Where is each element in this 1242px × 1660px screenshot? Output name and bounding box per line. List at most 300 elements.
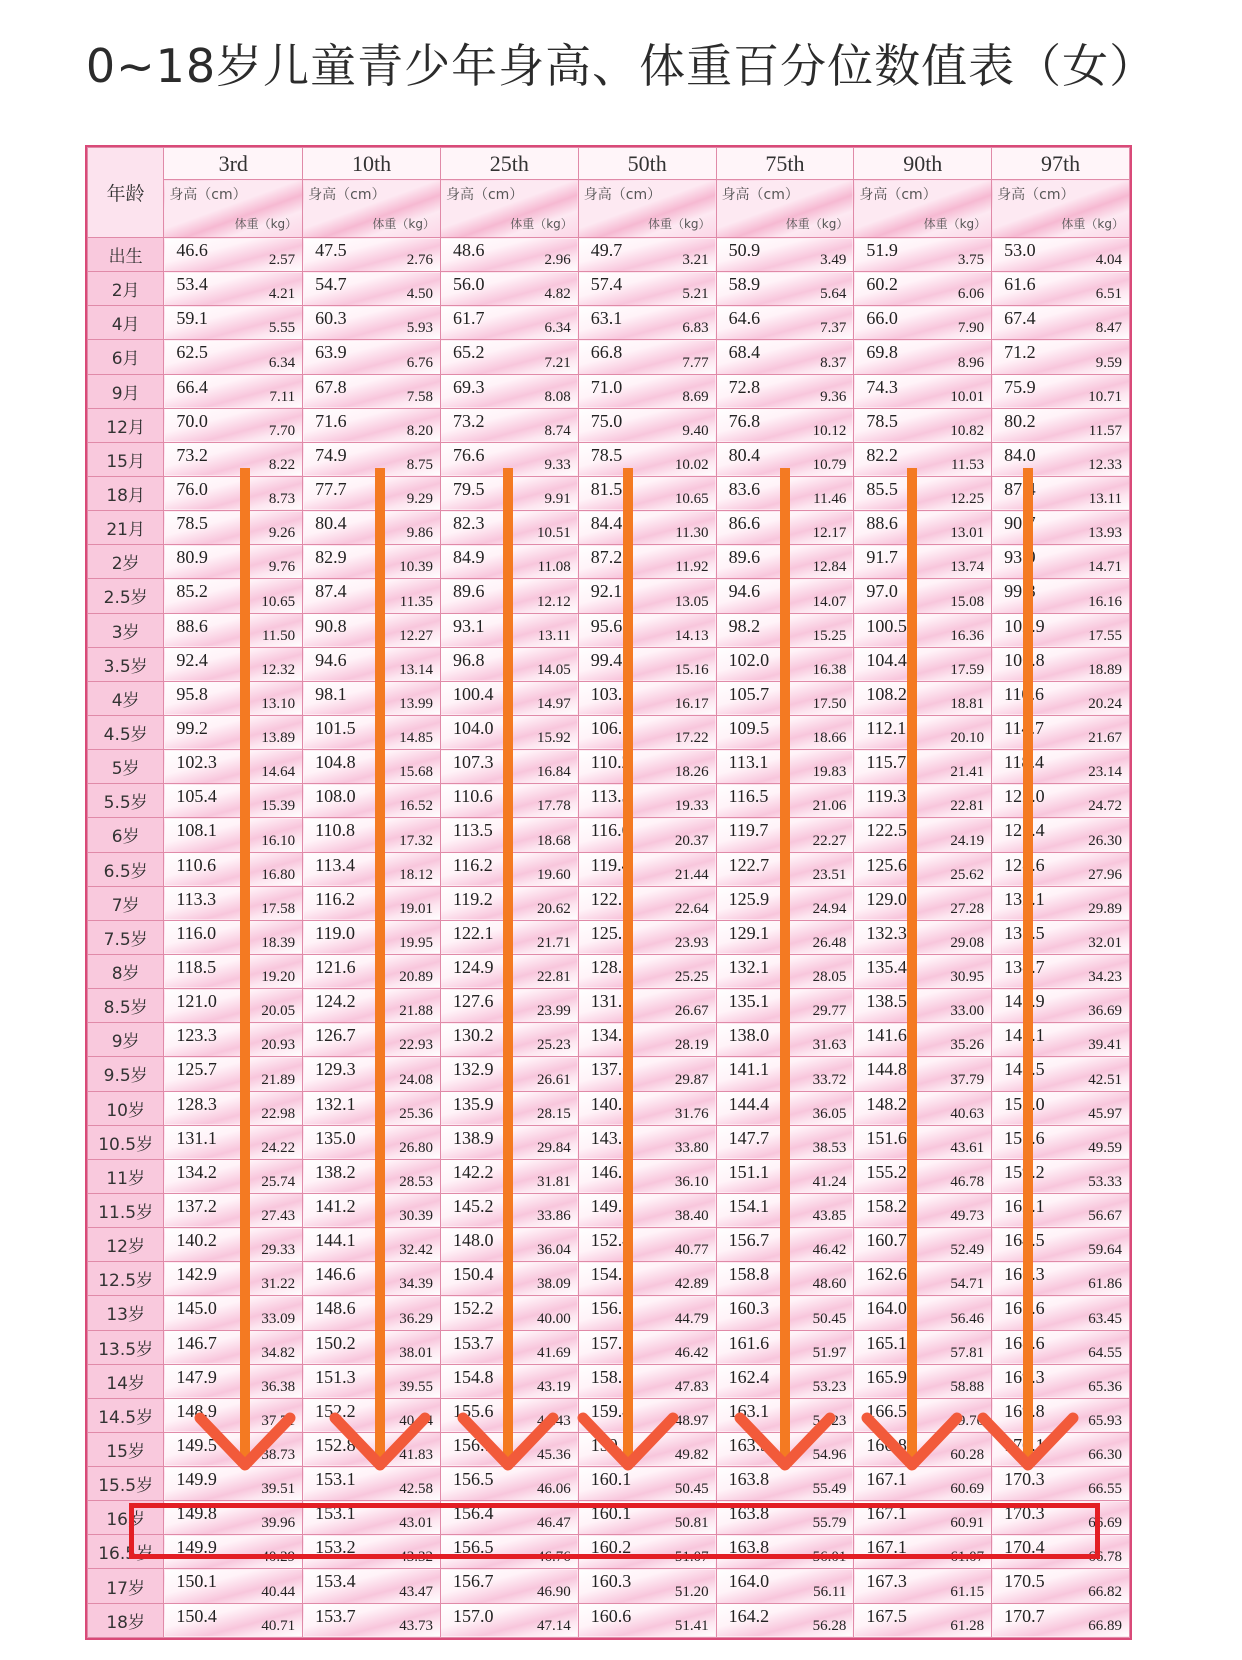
height-value: 66.0 (866, 308, 898, 329)
height-value: 141.2 (315, 1195, 356, 1216)
height-value: 74.9 (315, 444, 347, 465)
value-cell (992, 920, 1130, 954)
age-cell: 16岁 (88, 1501, 164, 1535)
value-cell (992, 1364, 1130, 1398)
value-cell (716, 681, 854, 715)
height-value: 128.5 (590, 956, 632, 977)
weight-value: 18.39 (261, 934, 296, 951)
weight-value: 8.22 (268, 456, 296, 473)
weight-value: 54.71 (950, 1276, 985, 1293)
height-value: 113.3 (176, 888, 217, 909)
weight-value: 66.30 (1088, 1447, 1122, 1464)
value-cell (854, 1467, 992, 1501)
height-value: 147.7 (728, 1127, 770, 1148)
height-unit-label: 身高（cm） (997, 187, 1075, 203)
weight-value: 23.93 (674, 934, 709, 951)
value-cell (578, 647, 716, 681)
weight-value: 32.42 (399, 1242, 433, 1259)
value-cell (578, 1262, 716, 1296)
weight-value: 38.09 (537, 1276, 571, 1293)
height-value: 124.9 (452, 956, 494, 977)
weight-value: 12.12 (537, 593, 571, 610)
height-value: 135.0 (315, 1127, 356, 1148)
weight-value: 60.69 (950, 1481, 985, 1498)
height-value: 166.8 (866, 1434, 907, 1455)
weight-value: 21.67 (1088, 730, 1122, 747)
value-cell (164, 681, 303, 715)
value-cell (164, 920, 303, 954)
age-cell: 12月 (88, 408, 164, 442)
value-cell (854, 1432, 992, 1466)
age-cell: 2.5岁 (88, 579, 164, 613)
value-cell (578, 408, 716, 442)
table-row (88, 374, 1130, 408)
value-cell (854, 1091, 992, 1125)
weight-value: 46.42 (674, 1344, 709, 1361)
age-cell: 2月 (88, 272, 164, 306)
height-value: 105.4 (176, 786, 217, 807)
value-cell (716, 1091, 854, 1125)
value-cell (440, 408, 578, 442)
value-cell (303, 442, 441, 476)
weight-value: 47.83 (674, 1378, 709, 1395)
table-row (88, 1535, 1130, 1569)
weight-unit-label: 体重（kg） (785, 217, 849, 231)
height-value: 46.6 (176, 240, 208, 260)
height-value: 129.1 (728, 922, 770, 943)
value-cell (716, 852, 854, 886)
height-value: 67.8 (315, 376, 347, 397)
height-value: 167.1 (866, 1469, 907, 1490)
height-value: 162.4 (728, 1366, 770, 1387)
weight-value: 61.15 (950, 1583, 985, 1600)
height-value: 54.7 (315, 274, 347, 295)
weight-value: 21.71 (537, 934, 571, 951)
height-value: 65.2 (452, 342, 485, 363)
weight-value: 26.61 (537, 1071, 571, 1088)
height-value: 88.6 (866, 513, 898, 534)
weight-value: 21.44 (674, 866, 709, 883)
value-cell (854, 818, 992, 852)
height-value: 107.3 (452, 752, 494, 773)
weight-value: 61.07 (950, 1549, 985, 1566)
height-value: 73.2 (452, 410, 485, 431)
height-value: 151.6 (866, 1127, 907, 1148)
weight-value: 61.86 (1088, 1276, 1122, 1293)
weight-value: 36.04 (537, 1242, 571, 1259)
value-cell (164, 1057, 303, 1091)
age-cell: 15.5岁 (88, 1467, 164, 1501)
height-value: 152.4 (590, 1230, 632, 1251)
weight-value: 6.06 (957, 286, 985, 303)
weight-value: 7.58 (406, 388, 433, 405)
weight-value: 56.67 (1088, 1208, 1122, 1225)
weight-value: 15.16 (674, 661, 709, 678)
weight-value: 24.19 (950, 832, 985, 849)
weight-value: 8.08 (544, 388, 571, 405)
weight-value: 34.39 (399, 1276, 433, 1293)
age-cell: 14岁 (88, 1364, 164, 1398)
value-cell (164, 1091, 303, 1125)
value-cell (303, 647, 441, 681)
weight-value: 22.93 (399, 1037, 433, 1054)
height-value: 170.5 (1004, 1571, 1045, 1592)
weight-value: 9.86 (406, 525, 433, 542)
weight-value: 66.69 (1088, 1515, 1122, 1532)
value-cell (992, 1467, 1130, 1501)
weight-value: 5.21 (682, 286, 709, 303)
value-cell (992, 886, 1130, 920)
height-value: 105.7 (728, 683, 770, 704)
value-cell (440, 1091, 578, 1125)
height-value: 125.7 (176, 1059, 217, 1080)
value-cell (440, 1262, 578, 1296)
value-cell (303, 1432, 441, 1466)
weight-value: 27.43 (261, 1208, 296, 1225)
value-cell (303, 1262, 441, 1296)
weight-value: 59.70 (950, 1412, 985, 1429)
value-cell (992, 1125, 1130, 1159)
weight-value: 14.71 (1088, 559, 1122, 576)
age-cell: 4岁 (88, 681, 164, 715)
height-value: 59.1 (176, 308, 208, 329)
weight-value: 60.28 (950, 1447, 985, 1464)
height-value: 93.9 (1004, 547, 1036, 568)
table-row (88, 545, 1130, 579)
weight-value: 16.16 (1088, 593, 1122, 610)
value-cell (164, 374, 303, 408)
height-value: 160.3 (728, 1298, 770, 1319)
value-cell (578, 920, 716, 954)
height-value: 142.2 (452, 1161, 494, 1182)
weight-value: 8.75 (406, 456, 433, 473)
height-value: 71.2 (1004, 342, 1036, 363)
value-cell (164, 784, 303, 818)
height-value: 170.4 (1004, 1537, 1045, 1558)
weight-value: 18.26 (674, 764, 709, 781)
height-value: 151.3 (315, 1366, 356, 1387)
value-cell (440, 306, 578, 340)
height-value: 152.0 (1004, 1093, 1045, 1114)
height-value: 167.1 (866, 1537, 907, 1558)
value-cell (716, 989, 854, 1023)
height-value: 97.0 (866, 581, 898, 602)
value-cell (854, 408, 992, 442)
value-cell (578, 1023, 716, 1057)
height-value: 155.6 (452, 1400, 494, 1421)
height-value: 47.5 (315, 240, 347, 260)
weight-value: 12.32 (261, 661, 296, 678)
unit-header-cell (716, 180, 854, 238)
value-cell (578, 1193, 716, 1227)
weight-value: 18.12 (399, 866, 433, 883)
weight-value: 17.55 (1088, 627, 1122, 644)
weight-value: 7.11 (269, 388, 296, 405)
value-cell (716, 272, 854, 306)
value-cell (854, 920, 992, 954)
value-cell (440, 511, 578, 545)
value-cell (578, 715, 716, 749)
height-value: 122.5 (590, 888, 632, 909)
value-cell (164, 1535, 303, 1569)
percentile-header-90th: 90th (854, 148, 992, 180)
height-value: 121.6 (315, 956, 356, 977)
weight-value: 9.36 (820, 388, 847, 405)
value-cell (164, 750, 303, 784)
height-value: 144.4 (728, 1093, 770, 1114)
value-cell (992, 374, 1130, 408)
weight-value: 66.55 (1088, 1481, 1122, 1498)
height-value: 132.1 (1004, 888, 1045, 909)
table-row (88, 1125, 1130, 1159)
weight-value: 7.70 (268, 422, 296, 439)
value-cell (716, 1501, 854, 1535)
table-row (88, 579, 1130, 613)
table-row (88, 1057, 1130, 1091)
weight-value: 58.88 (950, 1378, 985, 1395)
value-cell (164, 1364, 303, 1398)
value-cell (440, 1023, 578, 1057)
height-value: 60.2 (866, 274, 898, 295)
value-cell (992, 272, 1130, 306)
table-row (88, 306, 1130, 340)
table-row (88, 1398, 1130, 1432)
weight-value: 46.78 (950, 1173, 985, 1190)
value-cell (303, 272, 441, 306)
table-row (88, 989, 1130, 1023)
value-cell (716, 374, 854, 408)
weight-value: 10.79 (812, 456, 847, 473)
value-cell (164, 1023, 303, 1057)
weight-value: 5.55 (268, 320, 296, 337)
weight-value: 59.64 (1088, 1242, 1122, 1259)
height-value: 87.4 (315, 581, 347, 602)
weight-value: 14.13 (674, 627, 709, 644)
weight-value: 36.69 (1088, 1003, 1122, 1020)
value-cell (854, 1125, 992, 1159)
value-cell (716, 1057, 854, 1091)
height-value: 153.4 (315, 1571, 356, 1592)
value-cell (854, 1057, 992, 1091)
height-value: 116.2 (315, 888, 356, 909)
weight-value: 19.01 (399, 900, 433, 917)
weight-value: 55.49 (812, 1481, 847, 1498)
height-value: 96.8 (452, 649, 485, 670)
weight-value: 19.60 (537, 866, 571, 883)
weight-value: 27.28 (950, 900, 985, 917)
height-value: 160.2 (590, 1537, 632, 1558)
height-value: 106.8 (1004, 649, 1045, 670)
height-value: 143.3 (590, 1127, 632, 1148)
value-cell (854, 1159, 992, 1193)
height-value: 154.1 (728, 1195, 770, 1216)
height-value: 122.1 (452, 922, 494, 943)
weight-value: 8.73 (268, 491, 296, 508)
height-value: 94.6 (728, 581, 761, 602)
height-value: 167.1 (866, 1503, 907, 1524)
weight-value: 3.75 (957, 252, 985, 269)
age-cell: 10.5岁 (88, 1125, 164, 1159)
height-value: 132.1 (315, 1093, 356, 1114)
height-value: 63.9 (315, 342, 347, 363)
weight-value: 10.65 (674, 491, 709, 508)
height-value: 53.0 (1004, 240, 1036, 260)
weight-value: 39.96 (261, 1515, 296, 1532)
weight-value: 19.95 (399, 934, 433, 951)
value-cell (303, 886, 441, 920)
value-cell (854, 238, 992, 272)
weight-value: 26.80 (399, 1139, 433, 1156)
weight-value: 51.41 (674, 1618, 709, 1634)
table-row (88, 715, 1130, 749)
weight-value: 35.26 (950, 1037, 985, 1054)
weight-value: 24.22 (261, 1139, 296, 1156)
height-value: 57.4 (590, 274, 623, 295)
weight-value: 51.97 (812, 1344, 847, 1361)
weight-value: 18.68 (537, 832, 571, 849)
value-cell (578, 1228, 716, 1262)
value-cell (303, 1193, 441, 1227)
table-body (88, 238, 1130, 1638)
value-cell (578, 272, 716, 306)
value-cell (854, 1296, 992, 1330)
height-value: 99.4 (590, 649, 623, 670)
value-cell (854, 1193, 992, 1227)
height-value: 102.9 (1004, 615, 1045, 636)
height-value: 98.2 (728, 615, 761, 636)
weight-value: 34.82 (261, 1344, 296, 1361)
value-cell (854, 1023, 992, 1057)
height-value: 170.7 (1004, 1605, 1045, 1626)
value-cell (440, 818, 578, 852)
weight-value: 25.36 (399, 1105, 433, 1122)
height-value: 157.0 (452, 1605, 494, 1626)
weight-value: 17.32 (399, 832, 433, 849)
age-cell: 12岁 (88, 1228, 164, 1262)
height-value: 119.4 (590, 854, 631, 875)
weight-value: 30.39 (399, 1208, 433, 1225)
height-value: 146.7 (176, 1332, 217, 1353)
weight-value: 61.28 (950, 1618, 985, 1634)
percentile-header-3rd: 3rd (164, 148, 303, 180)
weight-value: 16.80 (261, 866, 296, 883)
weight-value: 8.47 (1095, 320, 1122, 337)
height-value: 162.6 (866, 1264, 907, 1285)
height-value: 155.6 (1004, 1127, 1045, 1148)
weight-value: 13.89 (261, 730, 296, 747)
height-value: 114.7 (1004, 717, 1044, 738)
weight-value: 11.53 (950, 456, 985, 473)
value-cell (578, 954, 716, 988)
value-cell (716, 579, 854, 613)
value-cell (992, 1159, 1130, 1193)
height-value: 141.1 (728, 1059, 770, 1080)
value-cell (578, 511, 716, 545)
height-value: 119.3 (866, 786, 907, 807)
value-cell (578, 750, 716, 784)
height-value: 145.1 (1004, 1025, 1045, 1046)
value-cell (440, 442, 578, 476)
weight-value: 28.15 (537, 1105, 571, 1122)
age-cell: 16.5岁 (88, 1535, 164, 1569)
weight-value: 9.76 (268, 559, 296, 576)
height-value: 113.5 (590, 786, 631, 807)
height-value: 101.5 (315, 717, 356, 738)
height-value: 69.8 (866, 342, 898, 363)
weight-value: 54.23 (812, 1412, 847, 1429)
weight-value: 13.05 (674, 593, 709, 610)
weight-value: 19.20 (261, 969, 296, 986)
value-cell (440, 1193, 578, 1227)
height-value: 85.5 (866, 478, 898, 499)
value-cell (716, 886, 854, 920)
table-row (88, 1091, 1130, 1125)
height-value: 149.9 (176, 1537, 217, 1558)
height-value: 90.7 (1004, 513, 1036, 534)
table-row (88, 613, 1130, 647)
height-value: 156.4 (452, 1503, 494, 1524)
height-value: 138.7 (1004, 956, 1045, 977)
value-cell (303, 1159, 441, 1193)
age-cell: 6.5岁 (88, 852, 164, 886)
table-row (88, 920, 1130, 954)
value-cell (992, 1569, 1130, 1603)
height-value: 168.6 (1004, 1332, 1045, 1353)
height-value: 71.0 (590, 376, 623, 397)
weight-value: 56.46 (950, 1310, 985, 1327)
weight-value: 26.67 (674, 1003, 709, 1020)
weight-value: 28.19 (674, 1037, 709, 1054)
weight-unit-label: 体重（kg） (234, 217, 298, 231)
value-cell (716, 1603, 854, 1637)
height-value: 148.2 (866, 1093, 907, 1114)
value-cell (303, 306, 441, 340)
age-cell: 9.5岁 (88, 1057, 164, 1091)
weight-value: 41.69 (537, 1344, 571, 1361)
weight-value: 7.21 (544, 354, 571, 371)
height-value: 149.8 (176, 1503, 217, 1524)
weight-value: 44.43 (537, 1412, 571, 1429)
value-cell (440, 1432, 578, 1466)
weight-value: 20.10 (950, 730, 985, 747)
height-value: 152.8 (315, 1434, 356, 1455)
value-cell (716, 613, 854, 647)
weight-value: 25.74 (261, 1173, 296, 1190)
weight-value: 46.90 (537, 1583, 571, 1600)
weight-value: 49.82 (674, 1447, 709, 1464)
height-value: 110.6 (176, 854, 217, 875)
value-cell (992, 511, 1130, 545)
height-value: 130.2 (452, 1025, 494, 1046)
weight-value: 13.11 (1088, 491, 1122, 508)
height-value: 150.4 (452, 1264, 494, 1285)
value-cell (716, 1398, 854, 1432)
weight-value: 24.08 (399, 1071, 433, 1088)
value-cell (578, 989, 716, 1023)
value-cell (716, 306, 854, 340)
height-value: 153.2 (315, 1537, 356, 1558)
height-value: 140.2 (176, 1230, 217, 1251)
weight-value: 49.73 (950, 1208, 985, 1225)
weight-value: 22.81 (950, 798, 985, 815)
weight-value: 54.96 (812, 1447, 847, 1464)
value-cell (303, 818, 441, 852)
height-value: 141.6 (866, 1025, 907, 1046)
value-cell (164, 1569, 303, 1603)
height-value: 135.1 (728, 991, 770, 1012)
height-value: 103.1 (590, 683, 632, 704)
weight-value: 26.30 (1088, 832, 1122, 849)
